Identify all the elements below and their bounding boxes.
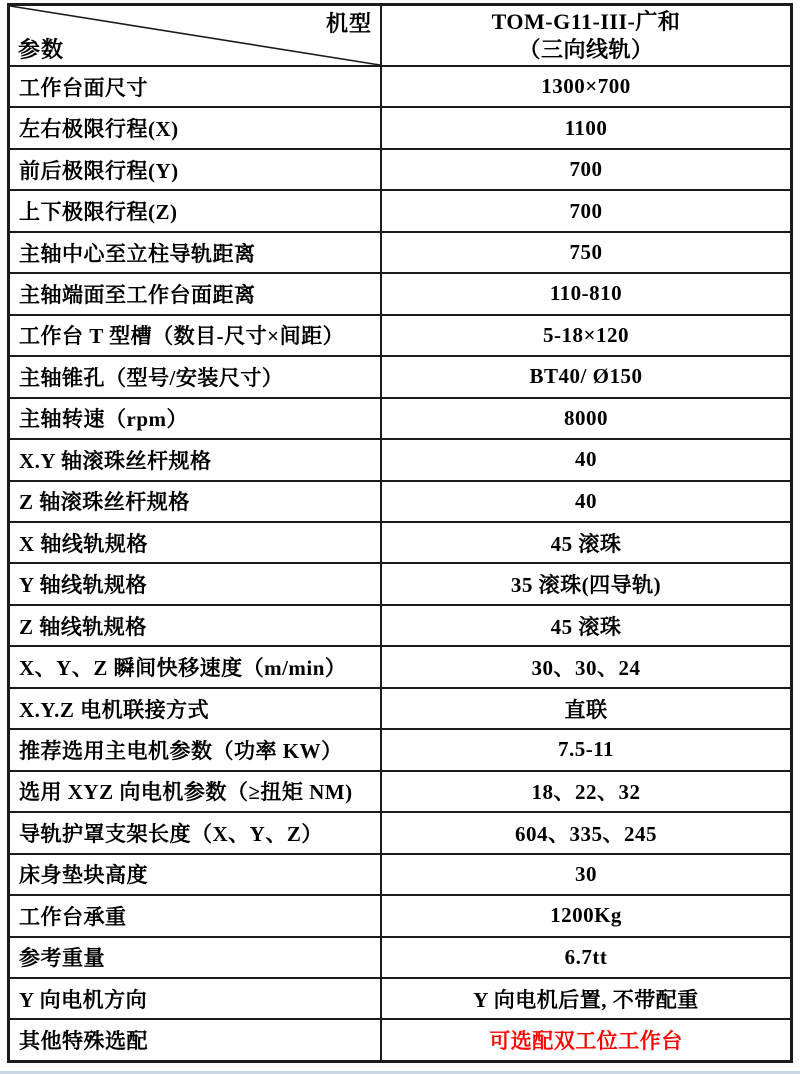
table-row (10, 106, 790, 147)
model-name-line1: TOM-G11-III-广和 (491, 9, 681, 34)
row-parameter-value: 40 (575, 488, 597, 513)
table-row (10, 811, 790, 852)
row-parameter-label: 工作台 T 型槽（数目-尺寸×间距） (10, 316, 382, 355)
row-parameter-value: 可选配双工位工作台 (489, 1029, 683, 1054)
table-row (10, 936, 790, 977)
row-parameter-value: 45 滚珠 (550, 531, 622, 556)
row-parameter-value: 7.5-11 (557, 737, 615, 762)
row-parameter-label: 前后极限行程(Y) (10, 150, 382, 189)
row-parameter-label: 导轨护罩支架长度（X、Y、Z） (10, 813, 382, 852)
table-row (10, 480, 790, 521)
row-parameter-label: X.Y 轴滚珠丝杆规格 (10, 440, 382, 479)
row-parameter-value: 40 (575, 447, 597, 472)
header-corner-parameter-label: 参数 (18, 37, 65, 62)
row-parameter-label: X.Y.Z 电机联接方式 (10, 689, 382, 728)
table-row (10, 894, 790, 935)
row-parameter-value: 1100 (564, 115, 608, 140)
row-parameter-label: 参考重量 (10, 938, 382, 977)
row-parameter-value: 45 滚珠 (550, 614, 622, 639)
row-parameter-value: 18、22、32 (531, 780, 641, 805)
row-parameter-value: 1300×700 (541, 74, 631, 99)
table-row (10, 1018, 790, 1059)
table-row (10, 231, 790, 272)
row-parameter-label: 主轴锥孔（型号/安装尺寸） (10, 357, 382, 396)
row-parameter-label: 工作台承重 (10, 896, 382, 935)
table-row (10, 770, 790, 811)
row-parameter-label: 上下极限行程(Z) (10, 191, 382, 230)
table-row (10, 397, 790, 438)
header-corner-model-label: 机型 (325, 11, 372, 36)
row-parameter-label: X、Y、Z 瞬间快移速度（m/min） (10, 647, 382, 686)
row-parameter-value: 750 (569, 240, 603, 265)
row-parameter-label: 工作台面尺寸 (10, 67, 382, 106)
row-parameter-label: 其他特殊选配 (10, 1020, 382, 1059)
row-parameter-label: 推荐选用主电机参数（功率 KW） (10, 730, 382, 769)
row-parameter-value: 1200Kg (550, 903, 622, 928)
row-parameter-value: 700 (569, 157, 603, 182)
row-parameter-value: 30 (575, 861, 597, 886)
row-parameter-label: Y 轴线轨规格 (10, 564, 382, 603)
table-row (10, 355, 790, 396)
row-parameter-value: Y 向电机后置, 不带配重 (473, 987, 699, 1012)
row-parameter-value: 5-18×120 (543, 322, 629, 347)
machine-spec-table (7, 3, 793, 1063)
row-parameter-value: BT40/ Ø150 (529, 364, 643, 389)
row-parameter-label: 选用 XYZ 向电机参数（≥扭矩 NM) (10, 772, 382, 811)
table-row (10, 604, 790, 645)
row-parameter-label: X 轴线轨规格 (10, 523, 382, 562)
table-row (10, 521, 790, 562)
table-row (10, 272, 790, 313)
row-parameter-label: Z 轴线轨规格 (10, 606, 382, 645)
row-parameter-value: 6.7tt (564, 944, 608, 969)
row-parameter-value: 700 (569, 198, 603, 223)
row-parameter-value: 30、30、24 (531, 656, 641, 681)
row-parameter-label: 主轴端面至工作台面距离 (10, 274, 382, 313)
table-row (10, 65, 790, 106)
header-corner-cell (10, 6, 382, 65)
row-parameter-value: 110-810 (549, 281, 623, 306)
table-row (10, 438, 790, 479)
row-parameter-label: 左右极限行程(X) (10, 108, 382, 147)
table-row (10, 645, 790, 686)
header-model-cell (382, 6, 790, 65)
row-parameter-label: Z 轴滚珠丝杆规格 (10, 482, 382, 521)
row-parameter-label: 主轴转速（rpm） (10, 399, 382, 438)
row-parameter-value: 直联 (564, 697, 608, 722)
table-row (10, 562, 790, 603)
diagonal-divider-line (10, 6, 380, 65)
row-parameter-value: 35 滚珠(四导轨) (510, 573, 662, 598)
table-row (10, 189, 790, 230)
table-row (10, 853, 790, 894)
row-parameter-label: Y 向电机方向 (10, 979, 382, 1018)
row-parameter-value: 604、335、245 (515, 821, 657, 846)
model-name-line2: （三向线轨） (518, 36, 654, 62)
row-parameter-label: 床身垫块高度 (10, 855, 382, 894)
row-parameter-value: 8000 (564, 405, 608, 430)
table-header-row (10, 6, 790, 65)
table-row (10, 687, 790, 728)
table-row (10, 728, 790, 769)
row-parameter-label: 主轴中心至立柱导轨距离 (10, 233, 382, 272)
table-row (10, 977, 790, 1018)
table-row (10, 314, 790, 355)
table-row (10, 148, 790, 189)
